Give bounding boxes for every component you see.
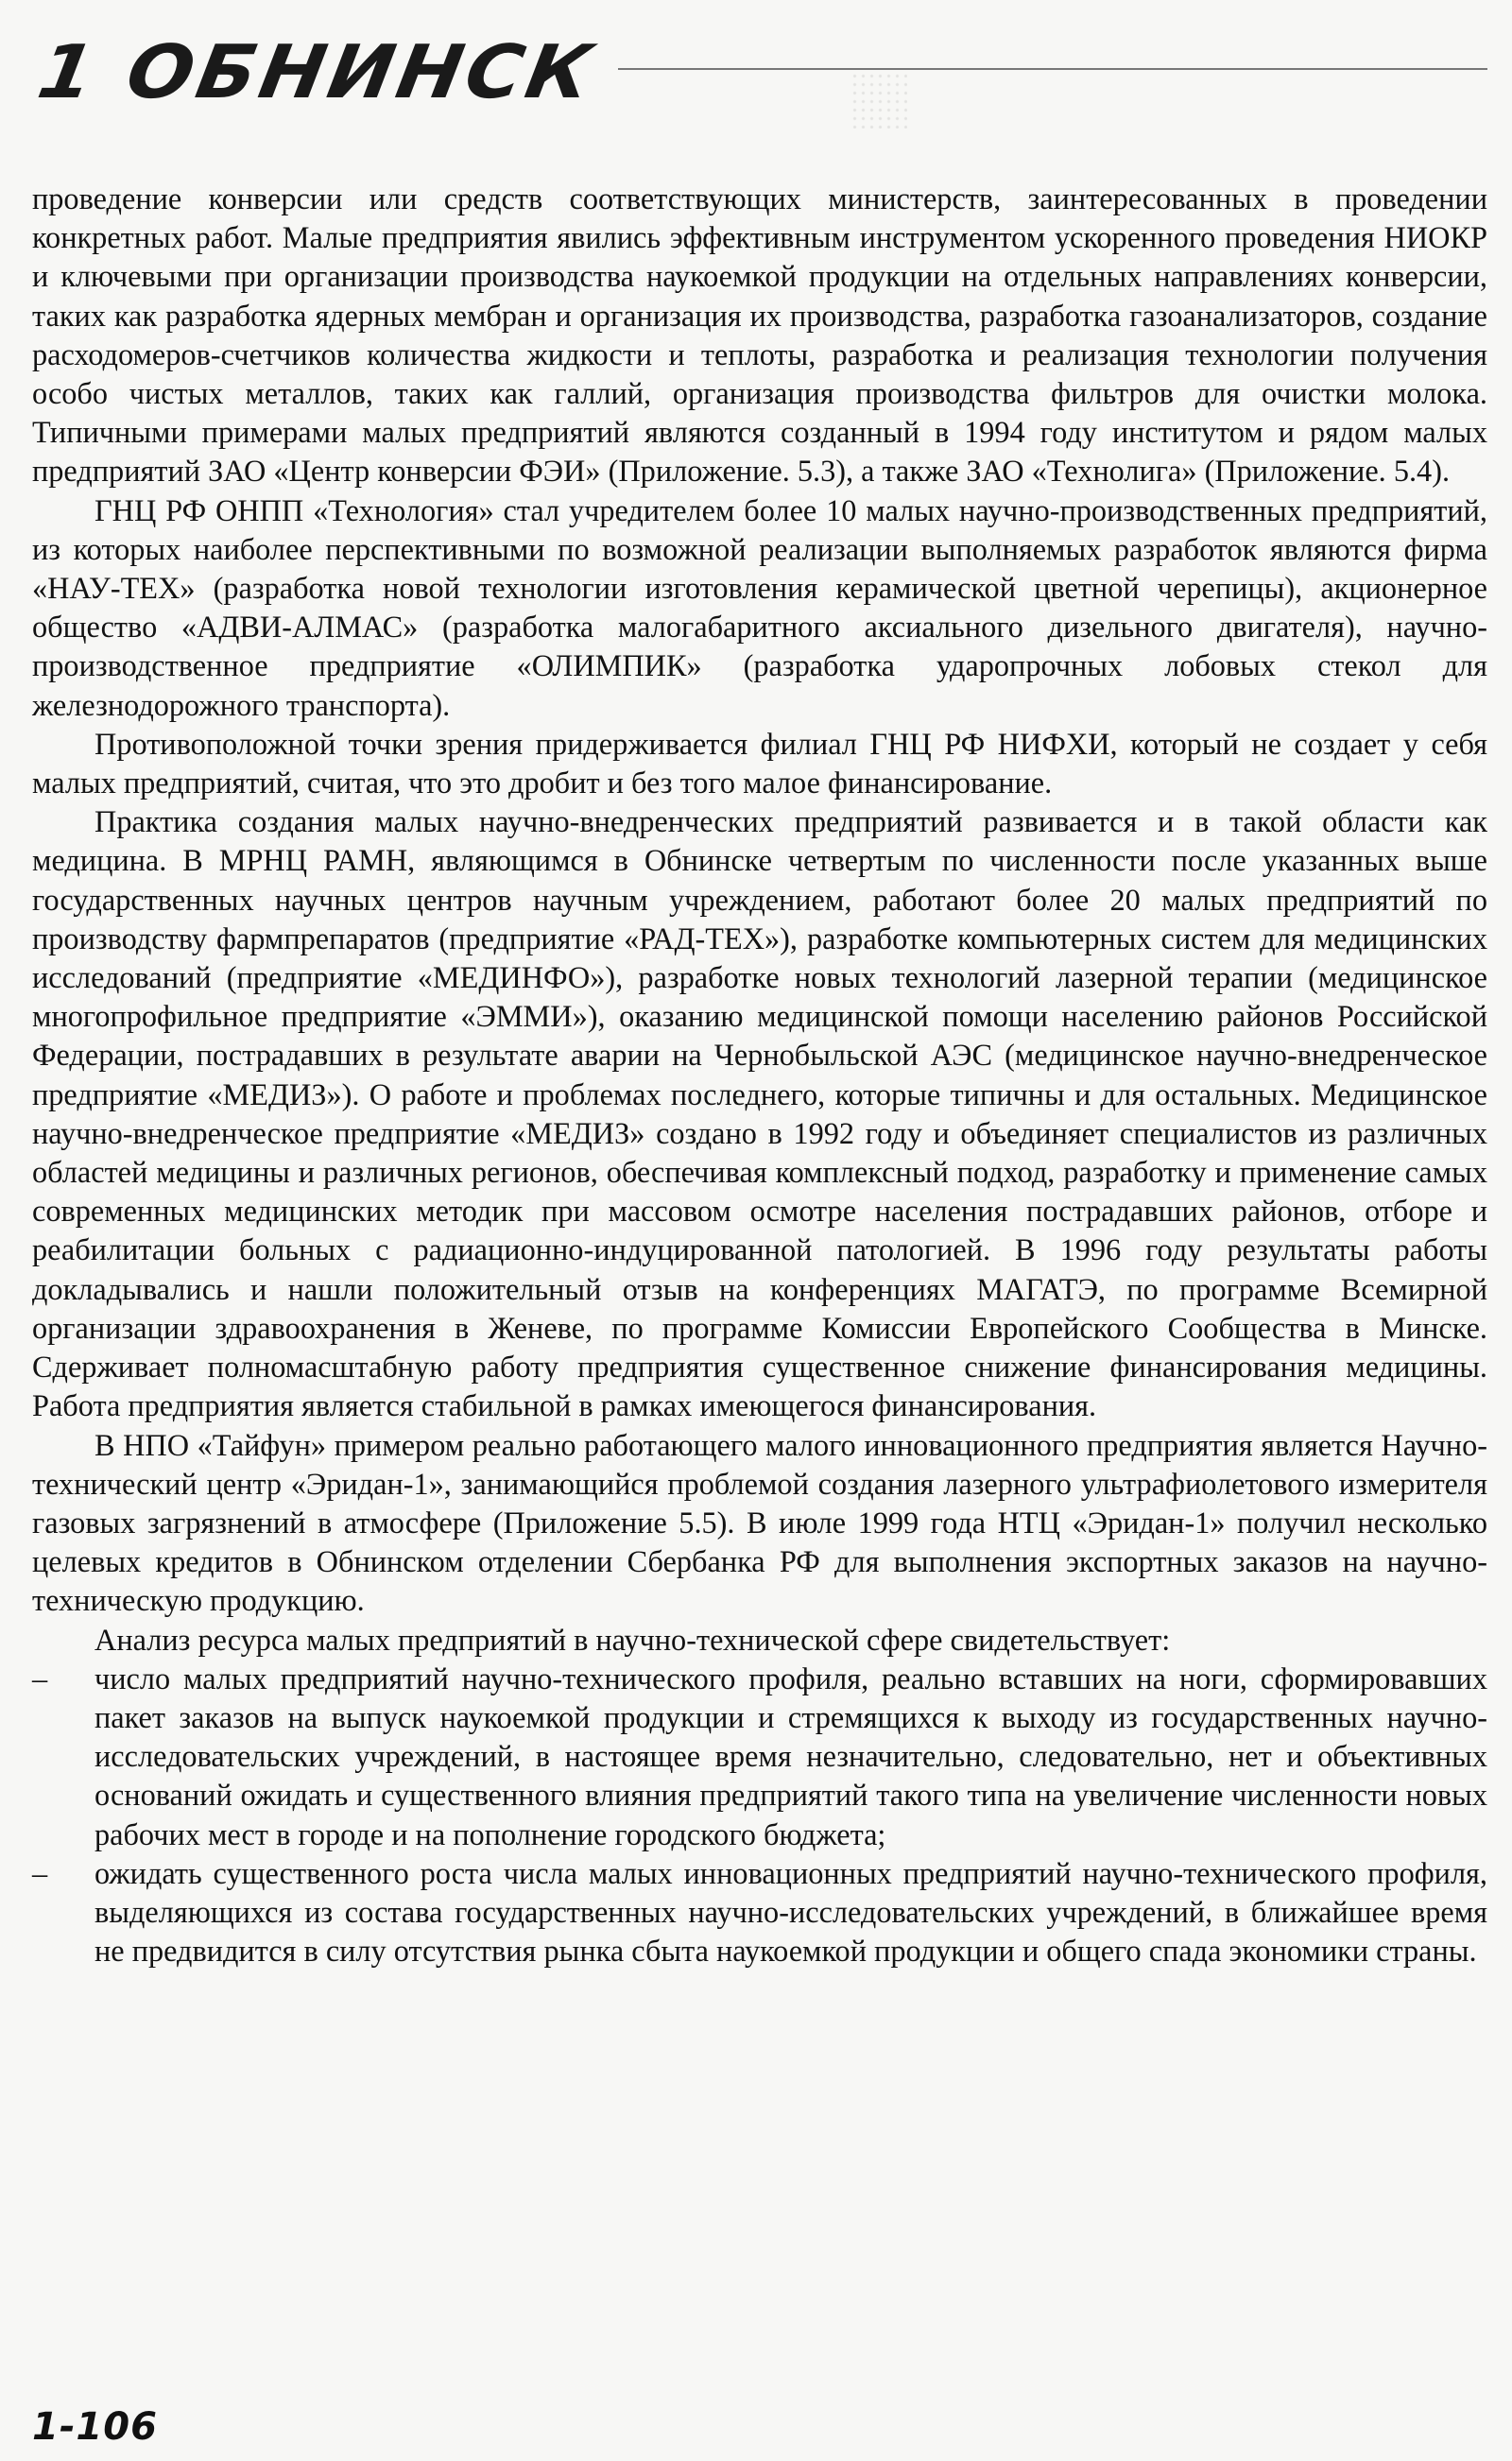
list-item [32,1660,1487,1854]
paragraph: Практика создания малых научно-внедренческих предприятий развивается и в такой области как медицина. В МРНЦ РАМН, являющимся в Обнинске четвертым по численности после указанных выше государственных научных центров научным учреждением, работают более 20 малых предприятий по производству фармпрепаратов (предприятие «РАД-ТЕХ»), разработке компьютерных систем для медицинских исследований (предприятие «МЕДИНФО»), разработке новых технологий лазерной терапии (медицинское многопрофильное предприятие «ЭММИ»), оказанию медицинской помощи населению районов Российской Федерации, пострадавших в результате аварии на Чернобыльской АЭС (медицинское научно-внедренческое предприятие «МЕДИЗ»). О работе и проблемах последнего, которые типичны и для остальных. Медицинское научно-внедренческое предприятие «МЕДИЗ» создано в 1992 году и объединяет специалистов из различных областей медицины и различных регионов, обеспечивая комплексный подход, разработку и применение самых современных медицинских методик при массовом осмотре населения пострадавших районов, отборе и реабилитации больных с радиационно-индуцированной патологией. В 1996 году результаты работы докладывались и нашли положительный отзыв на конференциях МАГАТЭ, по программе Всемирной организации здравоохранения в Женеве, по программе Комиссии Европейского Сообщества в Минске. Сдерживает полномасштабную работу предприятия существенное снижение финансирования медицины. Работа предприятия является стабильной в рамках имеющегося финансирования. [32,804,1487,1423]
scan-speck [850,72,907,129]
page-header [32,28,1487,113]
page-number: 1-106 [32,2405,158,2449]
list-item-text: ожидать существенного роста числа малых инновационных предприятий научно-технического профиля, выделяющихся из состава государственных научно-исследовательских учреждений, в ближайшее время не предвидится в силу отсутствия рынка сбыта наукоемкой продукции и общего спада экономики страны. [94,1855,1487,1969]
header-rule [618,68,1487,70]
paragraph: ГНЦ РФ ОНПП «Технология» стал учредителем более 10 малых научно-производственных предприятий, из которых наиболее перспективными по возможной реализации выполняемых разработок являются фирма «НАУ-ТЕХ» (разработка новой технологии изготовления керамической цветной черепицы), акционерное общество «АДВИ-АЛМАС» (разработка малогабаритного аксиального дизельного двигателя), научно-производственное предприятие «ОЛИМПИК» (разработка ударопрочных лобовых стекол для железнодорожного транспорта). [32,492,1487,722]
list-item-text: число малых предприятий научно-технического профиля, реально вставших на ноги, сформировавших пакет заказов на выпуск наукоемкой продукции и стремящихся к выходу из государственных научно-исследовательских учреждений, в настоящее время незначительно, следовательно, нет и объективных оснований ожидать и существенного влияния предприятий такого типа на увеличение численности новых рабочих мест в городе и на пополнение городского бюджета; [94,1661,1487,1851]
paragraph: В НПО «Тайфун» примером реально работающего малого инновационного предприятия является Научно-технический центр «Эридан-1», занимающийся проблемой создания лазерного ультрафиолетового измерителя газовых загрязнений в атмосфере (Приложение 5.5). В июле 1999 года НТЦ «Эридан-1» получил несколько целевых кредитов в Обнинском отделении Сбербанка РФ для выполнения экспортных заказов на научно-техническую продукцию. [32,1427,1487,1618]
section-title: 1 ОБНИНСК [31,29,602,115]
paragraph: Анализ ресурса малых предприятий в научно-технической сфере свидетельствует: [94,1622,1171,1657]
list-dash: – [32,1855,48,1890]
paragraph: Противоположной точки зрения придерживается филиал ГНЦ РФ НИФХИ, который не создает у себя малых предприятий, считая, что это дробит и без того малое финансирование. [32,726,1487,800]
list-dash: – [32,1661,48,1695]
paragraph: проведение конверсии или средств соответствующих министерств, заинтересованных в проведении конкретных работ. Малые предприятия явились эффективным инструментом ускоренного проведения НИОКР и ключевыми при организации производства наукоемкой продукции на отдельных направлениях конверсии, таких как разработка ядерных мембран и организация их производства, разработка газоанализаторов, создание расходомеров-счетчиков количества жидкости и теплоты, разработка и реализация технологии получения особо чистых металлов, таких как галлий, организация производства фильтров для очистки молока. Типичными примерами малых предприятий являются созданный в 1994 году институтом и рядом малых предприятий ЗАО «Центр конверсии ФЭИ» (Приложение. 5.3), а также ЗАО «Технолига» (Приложение. 5.4). [32,181,1487,489]
body-text [32,180,1487,1971]
list-item [32,1854,1487,1971]
